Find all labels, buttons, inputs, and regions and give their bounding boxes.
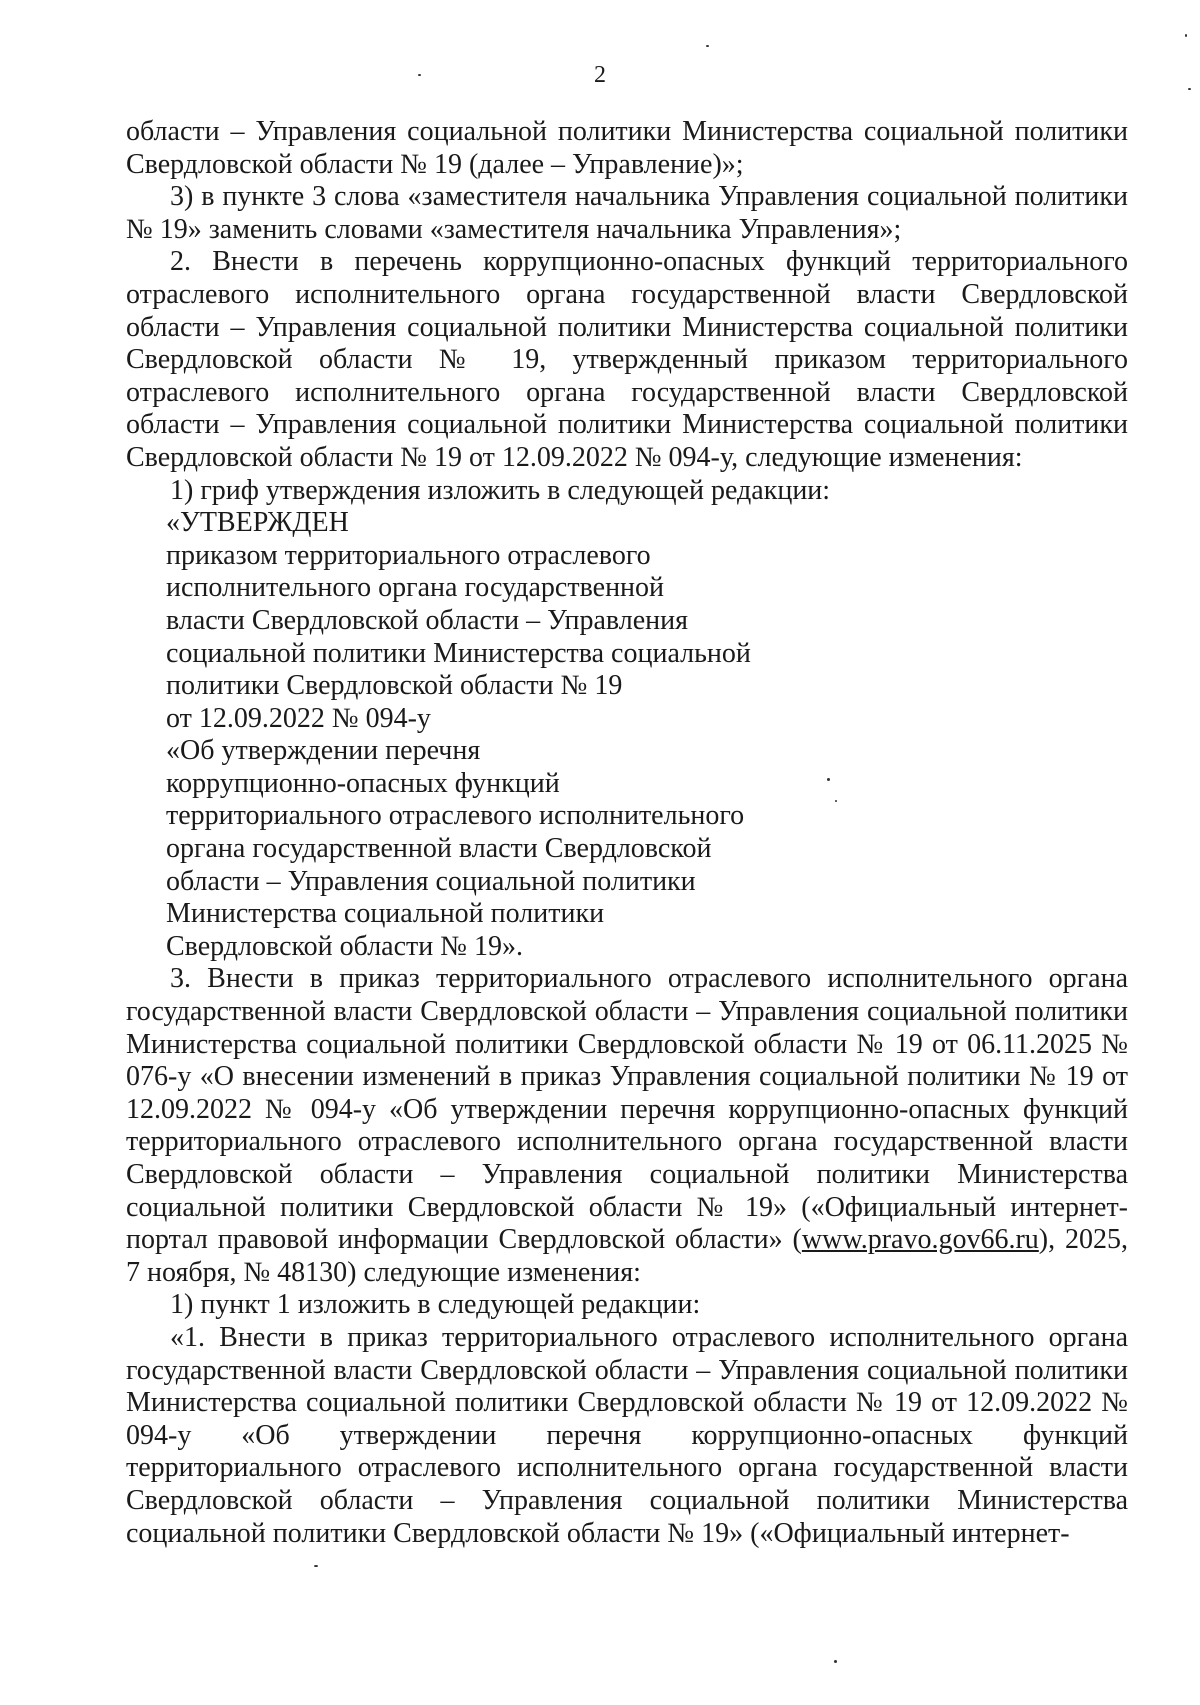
scan-speck <box>706 45 709 47</box>
stamp-line: политики Свердловской области № 19 <box>166 670 623 702</box>
paragraph-item3-subitem-1: 1) пункт 1 изложить в следующей редакции: <box>170 1289 701 1321</box>
stamp-line: исполнительного органа государственной <box>166 572 665 604</box>
document-body <box>126 116 1128 1550</box>
scan-speck <box>834 1660 837 1663</box>
stamp-line: «УТВЕРЖДЕН <box>166 507 349 539</box>
page-number: 2 <box>594 62 606 88</box>
paragraph-continuation: области – Управления социальной политики Министерства социальной политики Свердловской области № 19 (далее – Управление)»; <box>126 116 1128 180</box>
scan-speck <box>1188 88 1191 90</box>
scan-speck <box>314 1565 318 1567</box>
paragraph-new-item-1: «1. Внести в приказ территориального отраслевого исполнительного органа государственной власти Свердловской области – Управления социальной политики Министерства социальной политики Свердловской области № 19 от 12.09.2022 № 094-у «Об утверждении перечня коррупционно-опасных функций территориального отраслевого исполнительного органа государственной власти Свердловской области – Управления социальной политики Министерства социальной политики Свердловской области № 19» («Официальный интернет- <box>126 1321 1128 1549</box>
stamp-line: Министерства социальной политики <box>166 898 605 930</box>
stamp-line: коррупционно-опасных функций <box>166 767 560 799</box>
stamp-line: Свердловской области № 19». <box>166 930 523 962</box>
approval-stamp <box>126 507 1128 963</box>
paragraph-subitem-3: 3) в пункте 3 слова «заместителя начальника Управления социальной политики № 19» заменить словами «заместителя начальника Управления»; <box>126 181 1128 245</box>
scan-speck <box>1185 34 1187 37</box>
stamp-line: области – Управления социальной политики <box>166 865 696 897</box>
scan-speck <box>835 800 837 802</box>
stamp-line: территориального отраслевого исполнительного <box>166 800 745 832</box>
item3-text-end: ), 2025, 7 ноября, № 48130) следующие изменения: <box>126 1224 1128 1288</box>
paragraph-subitem-1: 1) гриф утверждения изложить в следующей редакции: <box>170 474 831 506</box>
stamp-line: органа государственной власти Свердловской <box>166 833 712 865</box>
item3-text: 3. Внести в приказ территориального отраслевого исполнительного органа государственной власти Свердловской области – Управления социальной политики Министерства социальной политики Свердловской области № 19 от 06.11.2025 № 076-у «О внесении изменений в приказ Управления социальной политики № 19 от 12.09.2022 № 094-у «Об утверждении перечня коррупционно-опасных функций территориального отраслевого исполнительного органа государственной власти Свердловской области – Управления социальной политики Министерства социальной политики Свердловской области № 19» («Официальный интернет-портал правовой информации Свердловской области» ( <box>126 963 1128 1256</box>
portal-link[interactable]: www.pravo.gov66.ru <box>801 1224 1039 1256</box>
scan-speck <box>418 74 421 76</box>
stamp-line: приказом территориального отраслевого <box>166 539 651 571</box>
stamp-line: социальной политики Министерства социальной <box>166 637 751 669</box>
stamp-line: от 12.09.2022 № 094-у <box>166 702 431 734</box>
paragraph-item-2: 2. Внести в перечень коррупционно-опасных функций территориального отраслевого исполнительного органа государственной власти Свердловской области – Управления социальной политики Министерства социальной политики Свердловской области № 19, утвержденный приказом территориального отраслевого исполнительного органа государственной власти Свердловской области – Управления социальной политики Министерства социальной политики Свердловской области № 19 от 12.09.2022 № 094-у, следующие изменения: <box>126 246 1128 473</box>
paragraph-item-3 <box>126 963 1128 1289</box>
stamp-line: власти Свердловской области – Управления <box>166 604 689 636</box>
scan-speck <box>827 778 830 781</box>
stamp-line: «Об утверждении перечня <box>166 735 481 767</box>
